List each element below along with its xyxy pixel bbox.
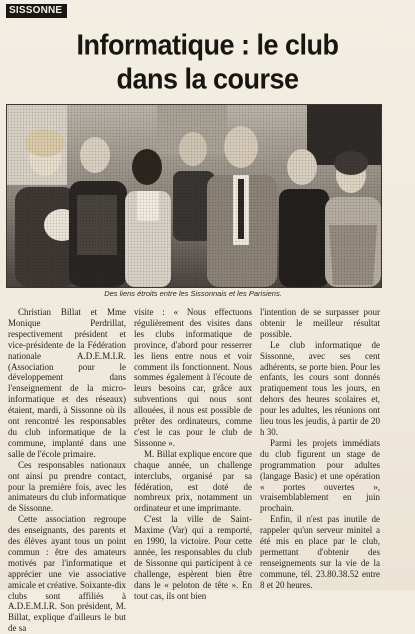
- headline-line-2: dans la course: [116, 63, 299, 95]
- article-column-1: [8, 307, 126, 634]
- group-photo: [6, 104, 382, 288]
- photo-caption: Des liens étroits entre les Sissonnais et les Parisiens.: [104, 289, 282, 298]
- headline: [20, 28, 395, 95]
- section-label: SISSONNE: [6, 4, 67, 18]
- paragraph: Parmi les projets immédiats du club figurent un stage de programmation pour adultes (langage Basic) et une opération « portes ouvertes », vraisemblablement en juin prochain.: [260, 437, 380, 514]
- paragraph: C'est la ville de Saint-Maxime (Var) qui a remporté, en 1990, la victoire. Pour cette année, les responsables du club de Sissonne qui participent à ce challenge, espèrent bien être dans le « peloton de tête ». En tout cas, ils ont bien: [134, 514, 252, 601]
- paragraph: Enfin, il n'est pas inutile de rappeler qu'un serveur minitel a été mis en place par le club, permettant d'obtenir des renseignements sur la vie de la commune, tél. 23.80.38.52 entre 8 et 20 heures.: [260, 514, 380, 590]
- article-column-2: [134, 307, 252, 601]
- paragraph: visite : « Nous effectuons régulièrement des visites dans les clubs informatique de province, d'abord pour resserrer les liens entre nous et voir comment ils fonctionnent. Nous sommes également à l'écoute de leurs besoins car, grâce aux subventions qui nous sont allouées, il nous est possible de prêter des ordinateurs, comme c'est le cas pour le club de Sissonne ».: [134, 307, 252, 448]
- paragraph: M. Billat explique encore que chaque année, un challenge interclubs, organisé par sa fédération, est doté de nombreux prix, notamment un ordinateur et une imprimante.: [134, 448, 252, 514]
- headline-line-1: Informatique : le club: [76, 29, 339, 61]
- paragraph: Christian Billat et Mme Monique Perdrillat, respectivement président et vice-présidente de la Fédération nationale A.D.E.M.I.R. (Association pour le développement dans l'enseignement de la micro-informatique et des réseaux) étaient, mardi, à Sissonne où ils ont rencontré les responsables du club informatique de la commune, implanté dans une salle de l'école primaire.: [8, 307, 126, 459]
- article-column-3: [260, 307, 380, 591]
- paragraph: Le club informatique de Sissonne, avec ses cent adhérents, se porte bien. Pour les enfants, les cours sont donnés pratiquement tous les jours, en dehors des heures scolaires et, pour les adultes, les réunions ont lieu tous les jeudis, à partir de 20 h 30.: [260, 339, 380, 437]
- paragraph: Ces responsables nationaux ont ainsi pu prendre contact, pour la première fois, avec les animateurs du club informatique de Sissonne.: [8, 459, 126, 514]
- paragraph: Cette association regroupe des enseignants, des parents et des élèves ayant tous un point commun : être des amateurs motivés par l'informatique et apprécier une vie associative amicale et créative. Soixante-dix clubs sont affiliés à A.D.E.M.I.R. Son président, M. Billat, explique d'ailleurs le but de sa: [8, 514, 126, 634]
- paragraph: l'intention de se surpasser pour obtenir le meilleur résultat possible.: [260, 307, 380, 339]
